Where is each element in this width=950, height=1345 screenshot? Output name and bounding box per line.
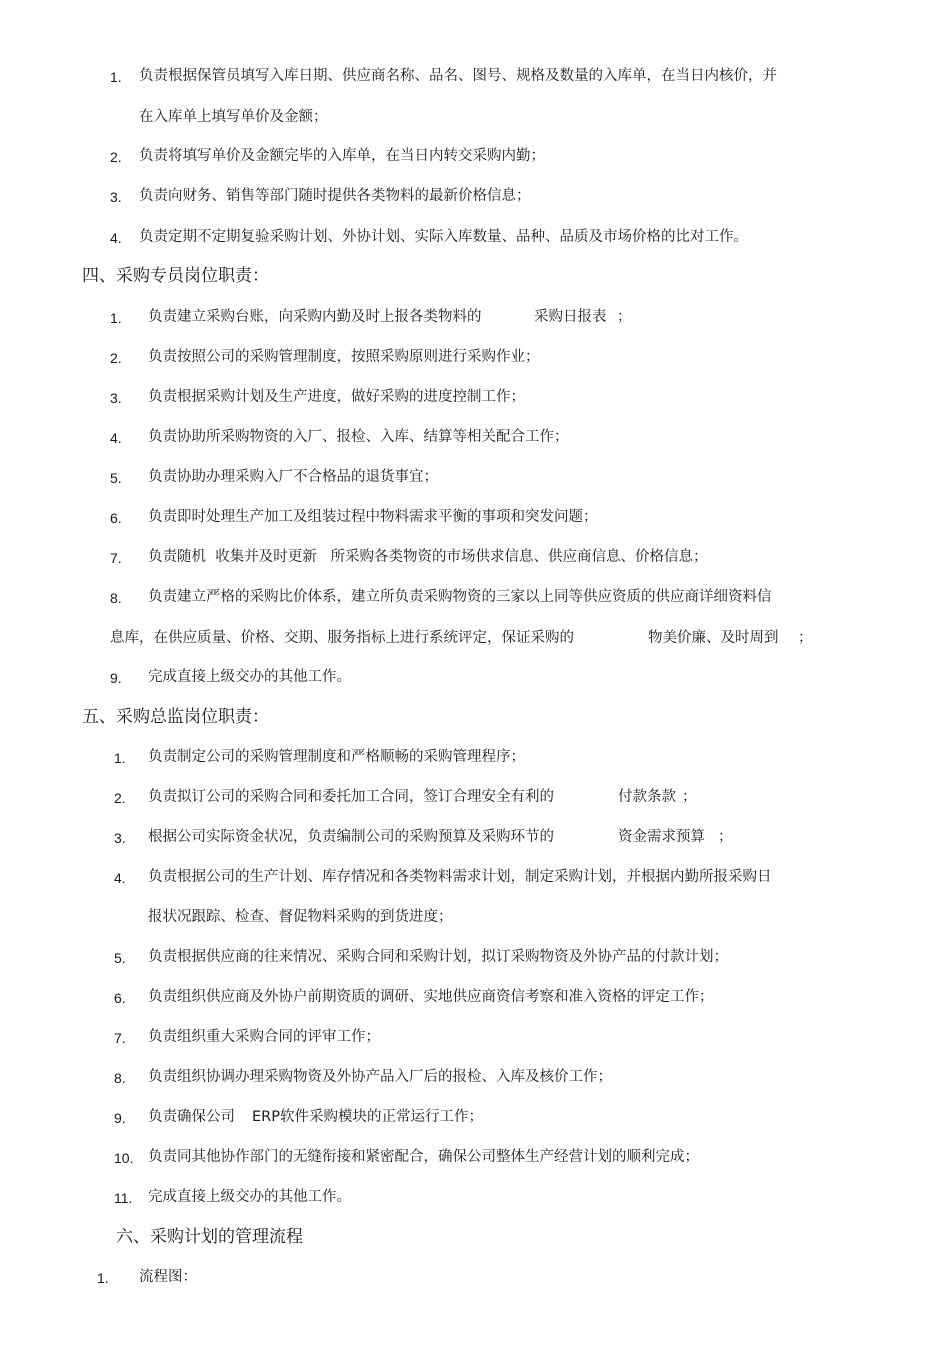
list-item-text: ；	[682, 789, 697, 805]
list-item-text: 负责定期不定期复验采购计划、外协计划、实际入库数量、品种、品质及市场价格的比对工作。	[139, 229, 748, 245]
list-item-continuation: ；	[798, 630, 813, 646]
list-number: 11.	[114, 1190, 133, 1206]
list-item-continuation: 在入库单上填写单价及金额；	[139, 109, 328, 125]
list-item-text: 负责同其他协作部门的无缝衔接和紧密配合，确保公司整体生产经营计划的顺利完成；	[148, 1149, 699, 1165]
list-item-text: 负责拟订公司的采购合同和委托加工合同，签订合理安全有利的	[148, 789, 554, 805]
list-number: 7.	[110, 550, 122, 566]
list-number: 3.	[110, 390, 122, 406]
list-item-text: 负责即时处理生产加工及组装过程中物料需求平衡的事项和突发问题；	[148, 509, 598, 525]
list-item-text: 负责根据保管员填写入库日期、供应商名称、品名、图号、规格及数量的入库单，在当日内核价，并	[139, 68, 777, 84]
list-number: 4.	[110, 230, 122, 246]
list-number: 7.	[114, 1030, 126, 1046]
list-number: 8.	[114, 1070, 126, 1086]
list-item-text: 负责协助所采购物资的入厂、报检、入库、结算等相关配合工作；	[148, 429, 569, 445]
list-item-continuation: 息库，在供应质量、价格、交期、服务指标上进行系统评定，保证采购的	[110, 630, 574, 646]
list-item-text: 负责确保公司	[148, 1109, 235, 1125]
list-item-text: 采购日报表	[534, 309, 607, 325]
list-number: 9.	[110, 670, 122, 686]
list-number: 2.	[114, 790, 126, 806]
list-number: 3.	[114, 830, 126, 846]
list-number: 2.	[110, 149, 122, 165]
list-item-text: 负责组织协调办理采购物资及外协产品入厂后的报检、入库及核价工作；	[148, 1069, 612, 1085]
list-item-text: 负责组织重大采购合同的评审工作；	[148, 1029, 380, 1045]
list-item-text: 完成直接上级交办的其他工作。	[148, 669, 351, 685]
list-item-text: 根据公司实际资金状况，负责编制公司的采购预算及采购环节的	[148, 829, 554, 845]
list-number: 5.	[110, 470, 122, 486]
list-number: 4.	[110, 430, 122, 446]
list-item-continuation: 报状况跟踪、检查、督促物料采购的到货进度；	[148, 909, 453, 925]
list-item-text: ；	[617, 309, 632, 325]
list-number: 3.	[110, 189, 122, 205]
list-item-text: 负责组织供应商及外协户前期资质的调研、实地供应商资信考察和准入资格的评定工作；	[148, 989, 714, 1005]
list-item-text: ；	[718, 829, 733, 845]
list-number: 8.	[110, 590, 122, 606]
section-heading: 五、采购总监岗位职责：	[82, 707, 269, 727]
list-item-text: ERP软件采购模块的正常运行工作；	[252, 1109, 483, 1125]
list-item-text: 负责将填写单价及金额完毕的入库单，在当日内转交采购内勤；	[139, 148, 545, 164]
list-number: 10.	[114, 1150, 134, 1166]
list-item-text: 资金需求预算	[618, 829, 705, 845]
list-item-continuation: 物美价廉、及时周到	[648, 630, 779, 646]
list-item-text: 完成直接上级交办的其他工作。	[148, 1189, 351, 1205]
list-number: 6.	[114, 990, 126, 1006]
list-item-text: 负责建立严格的采购比价体系，建立所负责采购物资的三家以上同等供应资质的供应商详细资料信	[148, 589, 772, 605]
list-number: 6.	[110, 510, 122, 526]
list-item-text: 负责根据供应商的往来情况、采购合同和采购计划，拟订采购物资及外协产品的付款计划；	[148, 949, 728, 965]
list-number: 2.	[110, 350, 122, 366]
list-number: 4.	[114, 870, 126, 886]
section-heading: 四、采购专员岗位职责：	[82, 266, 269, 286]
list-number: 1.	[110, 69, 122, 85]
list-item-text: 负责协助办理采购入厂不合格品的退货事宜；	[148, 469, 438, 485]
list-number: 5.	[114, 950, 126, 966]
list-item-text: 负责根据公司的生产计划、库存情况和各类物料需求计划，制定采购计划，并根据内勤所报采购日	[148, 869, 772, 885]
section-heading: 六、采购计划的管理流程	[116, 1227, 303, 1247]
list-item-text: 负责根据采购计划及生产进度，做好采购的进度控制工作；	[148, 389, 525, 405]
list-number: 1.	[97, 1270, 109, 1286]
list-number: 1.	[110, 310, 122, 326]
list-item-text: 负责建立采购台账，向采购内勤及时上报各类物料的	[148, 309, 482, 325]
list-item-text: 负责随机 收集并及时更新 所采购各类物资的市场供求信息、供应商信息、价格信息；	[148, 549, 708, 565]
list-number: 1.	[114, 750, 126, 766]
list-item-text: 负责向财务、销售等部门随时提供各类物料的最新价格信息；	[139, 188, 531, 204]
list-item-text: 流程图：	[139, 1269, 197, 1285]
list-number: 9.	[114, 1110, 126, 1126]
list-item-text: 负责制定公司的采购管理制度和严格顺畅的采购管理程序；	[148, 749, 525, 765]
list-item-text: 负责按照公司的采购管理制度，按照采购原则进行采购作业；	[148, 349, 540, 365]
list-item-text: 付款条款	[618, 789, 676, 805]
